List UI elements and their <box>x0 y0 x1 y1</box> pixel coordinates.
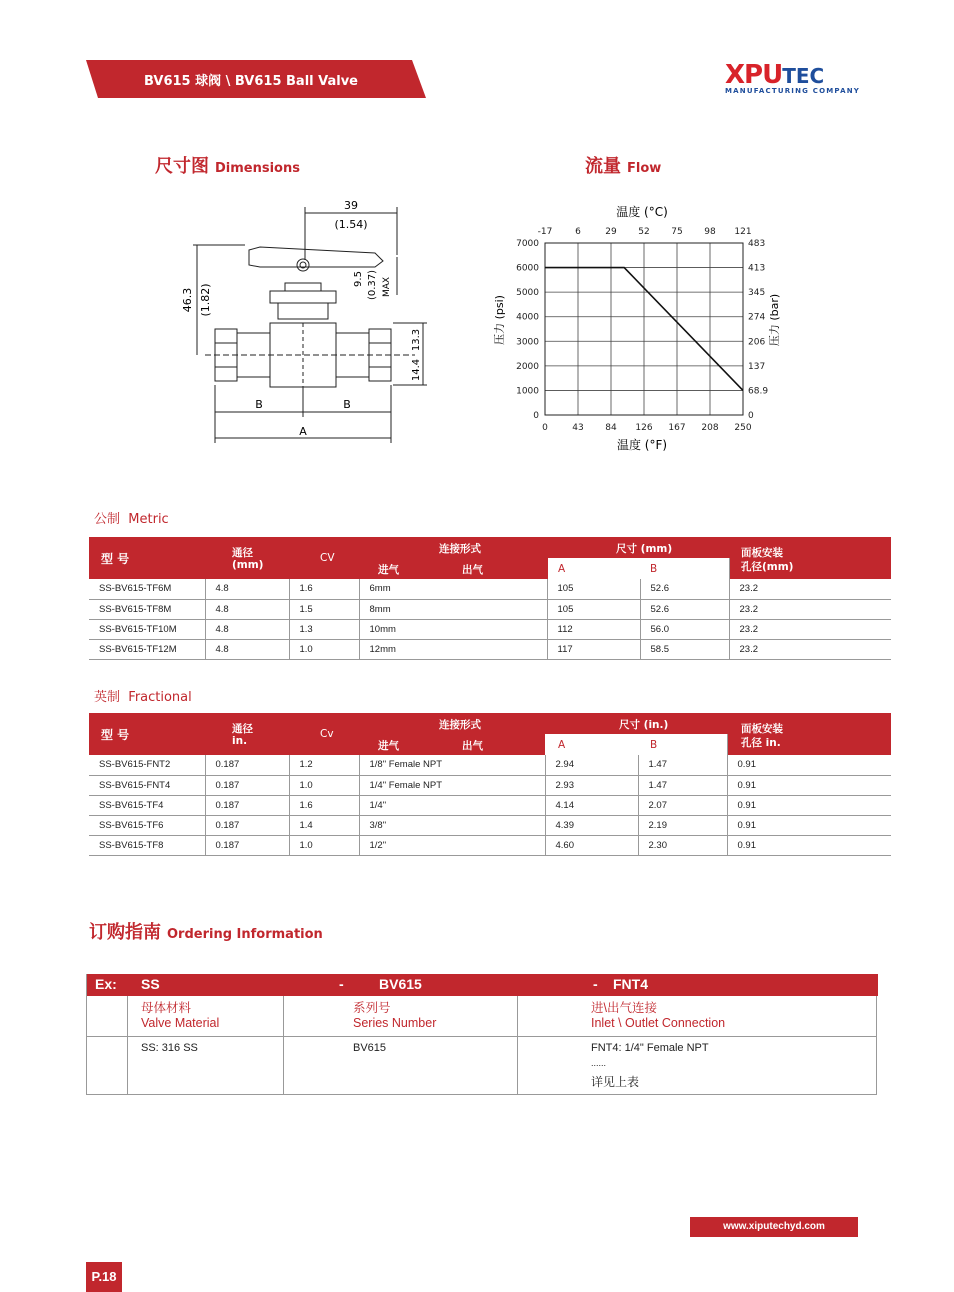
svg-text:A: A <box>299 425 307 438</box>
table-cell: 1.6 <box>289 579 359 599</box>
table-cell: 52.6 <box>640 579 729 599</box>
metric-table-header: 型 号 通径 (mm) CV 连接形式 进气 出气 尺寸 (mm) A B 面板安装 孔径(mm) <box>89 537 891 579</box>
chart-y-tick-label: 7000 <box>516 239 539 249</box>
chart-top-tick-label: 98 <box>704 227 716 237</box>
svg-text:(1.54): (1.54) <box>334 218 368 231</box>
table-cell: 0.91 <box>727 775 891 795</box>
table-cell: SS-BV615-TF8M <box>89 599 205 619</box>
table-row <box>89 599 891 619</box>
table-cell: 4.14 <box>545 795 638 815</box>
chart-right-tick-label: 274 <box>748 312 766 323</box>
svg-text:39: 39 <box>344 199 358 212</box>
table-cell: 0.187 <box>205 815 289 835</box>
connection-see-table: 详见上表 <box>591 1075 640 1089</box>
table-cell: 105 <box>547 599 640 619</box>
page-number: P.18 <box>86 1262 122 1292</box>
chart-top-axis-label: 温度 (°C) <box>616 205 668 219</box>
table-cell: SS-BV615-FNT4 <box>89 775 205 795</box>
table-cell: SS-BV615-TF10M <box>89 619 205 639</box>
chart-y-tick-label: 5000 <box>516 288 539 299</box>
table-cell: 23.2 <box>729 579 891 599</box>
connection-value: FNT4: 1/4" Female NPT <box>591 1042 709 1054</box>
table-cell: 105 <box>547 579 640 599</box>
chart-right-axis-label: 压力 (bar) <box>768 293 781 347</box>
svg-text:14.4: 14.4 <box>411 358 422 382</box>
fractional-table-header: 型 号 通径 in. Cv 连接形式 进气 出气 尺寸 (in.) A B 面板安装 孔径 in. <box>89 713 891 755</box>
svg-text:B: B <box>343 398 351 411</box>
chart-x-tick-label: 43 <box>572 423 584 433</box>
table-cell: 23.2 <box>729 639 891 659</box>
table-cell: 1.6 <box>289 795 359 815</box>
chart-right-tick-label: 413 <box>748 263 766 274</box>
chart-top-tick-label: 121 <box>734 227 752 237</box>
chart-y-tick-label: 0 <box>533 411 539 421</box>
table-row <box>89 579 891 599</box>
flow-title: 流量 Flow <box>585 156 662 177</box>
svg-text:MAX: MAX <box>382 276 392 298</box>
table-cell: 1/4" <box>359 795 545 815</box>
chart-x-tick-label: 167 <box>668 423 686 433</box>
table-row <box>89 619 891 639</box>
table-row <box>89 835 891 855</box>
table-cell: 0.91 <box>727 835 891 855</box>
table-cell: 1.0 <box>289 835 359 855</box>
series-number-label: 系列号 Series Number <box>353 1001 437 1030</box>
table-cell: 2.93 <box>545 775 638 795</box>
chart-x-tick-label: 250 <box>734 423 752 433</box>
table-cell: 2.94 <box>545 755 638 775</box>
connection-label: 进\出气连接 Inlet \ Outlet Connection <box>591 1001 726 1030</box>
table-cell: 0.187 <box>205 835 289 855</box>
connection-more-dots: ...... <box>591 1058 607 1068</box>
table-cell: 1/2" <box>359 835 545 855</box>
metric-label: 公制 Metric <box>94 512 169 527</box>
chart-right-tick-label: 68.9 <box>748 386 769 397</box>
table-cell: 0.91 <box>727 815 891 835</box>
svg-text:B: B <box>255 398 263 411</box>
table-cell: 10mm <box>359 619 547 639</box>
table-cell: SS-BV615-TF12M <box>89 639 205 659</box>
table-cell: 56.0 <box>640 619 729 639</box>
dimensions-title: 尺寸图 Dimensions <box>155 156 300 177</box>
svg-text:9.5: 9.5 <box>353 271 364 287</box>
svg-text:(0.37): (0.37) <box>367 269 378 301</box>
table-cell: 0.187 <box>205 755 289 775</box>
table-cell: 1.0 <box>289 639 359 659</box>
table-row <box>89 639 891 659</box>
chart-right-tick-label: 137 <box>748 361 766 372</box>
chart-y-tick-label: 2000 <box>516 361 539 372</box>
table-row <box>89 815 891 835</box>
svg-text:(1.82): (1.82) <box>199 283 212 317</box>
ordering-table <box>86 974 877 1095</box>
table-cell: 4.8 <box>205 639 289 659</box>
table-cell: 0.187 <box>205 795 289 815</box>
chart-top-tick-label: 75 <box>671 227 683 237</box>
series-number-value: BV615 <box>353 1042 387 1054</box>
table-cell: 23.2 <box>729 599 891 619</box>
table-cell: 0.91 <box>727 755 891 775</box>
table-cell: 58.5 <box>640 639 729 659</box>
chart-y-tick-label: 6000 <box>516 263 539 274</box>
table-cell: 8mm <box>359 599 547 619</box>
ordering-title: 订购指南 Ordering Information <box>89 922 323 943</box>
fractional-label: 英制 Fractional <box>94 690 192 705</box>
table-cell: 0.91 <box>727 795 891 815</box>
table-cell: SS-BV615-TF8 <box>89 835 205 855</box>
table-cell: 1.47 <box>638 755 727 775</box>
table-row <box>89 775 891 795</box>
valve-material-label: 母体材料 Valve Material <box>141 1001 220 1030</box>
table-row <box>89 755 891 775</box>
chart-x-tick-label: 126 <box>635 423 653 433</box>
table-cell: 1.3 <box>289 619 359 639</box>
chart-top-tick-label: -17 <box>537 227 553 237</box>
valve-material-value: SS: 316 SS <box>141 1042 198 1054</box>
table-cell: 4.8 <box>205 619 289 639</box>
table-cell: 4.8 <box>205 579 289 599</box>
chart-x-tick-label: 0 <box>542 423 548 433</box>
chart-right-tick-label: 206 <box>748 337 766 348</box>
chart-x-tick-label: 208 <box>701 423 719 433</box>
table-cell: 4.8 <box>205 599 289 619</box>
chart-x-axis-label: 温度 (°F) <box>616 438 668 452</box>
chart-y-tick-label: 3000 <box>516 337 539 348</box>
svg-text:46.3: 46.3 <box>181 287 194 313</box>
chart-y-tick-label: 1000 <box>516 386 539 397</box>
table-cell: SS-BV615-TF6M <box>89 579 205 599</box>
website-badge: www.xiputechyd.com <box>690 1217 858 1237</box>
chart-top-tick-label: 29 <box>605 227 617 237</box>
table-cell: 6mm <box>359 579 547 599</box>
metric-table <box>89 579 891 660</box>
company-logo: XPUTEC MANUFACTURING COMPANY <box>725 60 861 95</box>
chart-y-axis-label: 压力 (psi) <box>493 295 506 345</box>
table-cell: 2.19 <box>638 815 727 835</box>
table-cell: 1.4 <box>289 815 359 835</box>
chart-right-tick-label: 345 <box>748 288 766 299</box>
table-cell: 112 <box>547 619 640 639</box>
page-title: BV615 球阀 \ BV615 Ball Valve <box>144 74 358 89</box>
table-cell: 1.2 <box>289 755 359 775</box>
table-cell: 1/4" Female NPT <box>359 775 545 795</box>
chart-top-tick-label: 52 <box>638 227 650 237</box>
table-cell: 1.5 <box>289 599 359 619</box>
table-cell: 1/8" Female NPT <box>359 755 545 775</box>
table-cell: 1.0 <box>289 775 359 795</box>
table-cell: 2.07 <box>638 795 727 815</box>
fractional-table <box>89 755 891 856</box>
flow-chart <box>485 195 795 460</box>
table-cell: SS-BV615-FNT2 <box>89 755 205 775</box>
table-cell: 0.187 <box>205 775 289 795</box>
table-cell: 2.30 <box>638 835 727 855</box>
ordering-example-bar: Ex: SS - BV615 - FNT4 <box>87 974 878 996</box>
chart-top-tick-label: 6 <box>575 227 581 237</box>
chart-right-tick-label: 483 <box>748 239 766 249</box>
table-cell: 117 <box>547 639 640 659</box>
table-cell: SS-BV615-TF4 <box>89 795 205 815</box>
chart-y-tick-label: 4000 <box>516 312 539 323</box>
table-cell: 3/8" <box>359 815 545 835</box>
table-cell: 52.6 <box>640 599 729 619</box>
table-cell: 23.2 <box>729 619 891 639</box>
table-cell: 4.60 <box>545 835 638 855</box>
chart-x-tick-label: 84 <box>605 423 617 433</box>
table-cell: SS-BV615-TF6 <box>89 815 205 835</box>
table-cell: 12mm <box>359 639 547 659</box>
chart-right-tick-label: 0 <box>748 411 754 421</box>
svg-text:13.3: 13.3 <box>411 328 422 352</box>
table-row <box>89 795 891 815</box>
table-cell: 4.39 <box>545 815 638 835</box>
table-cell: 1.47 <box>638 775 727 795</box>
valve-dimension-drawing <box>175 195 435 450</box>
